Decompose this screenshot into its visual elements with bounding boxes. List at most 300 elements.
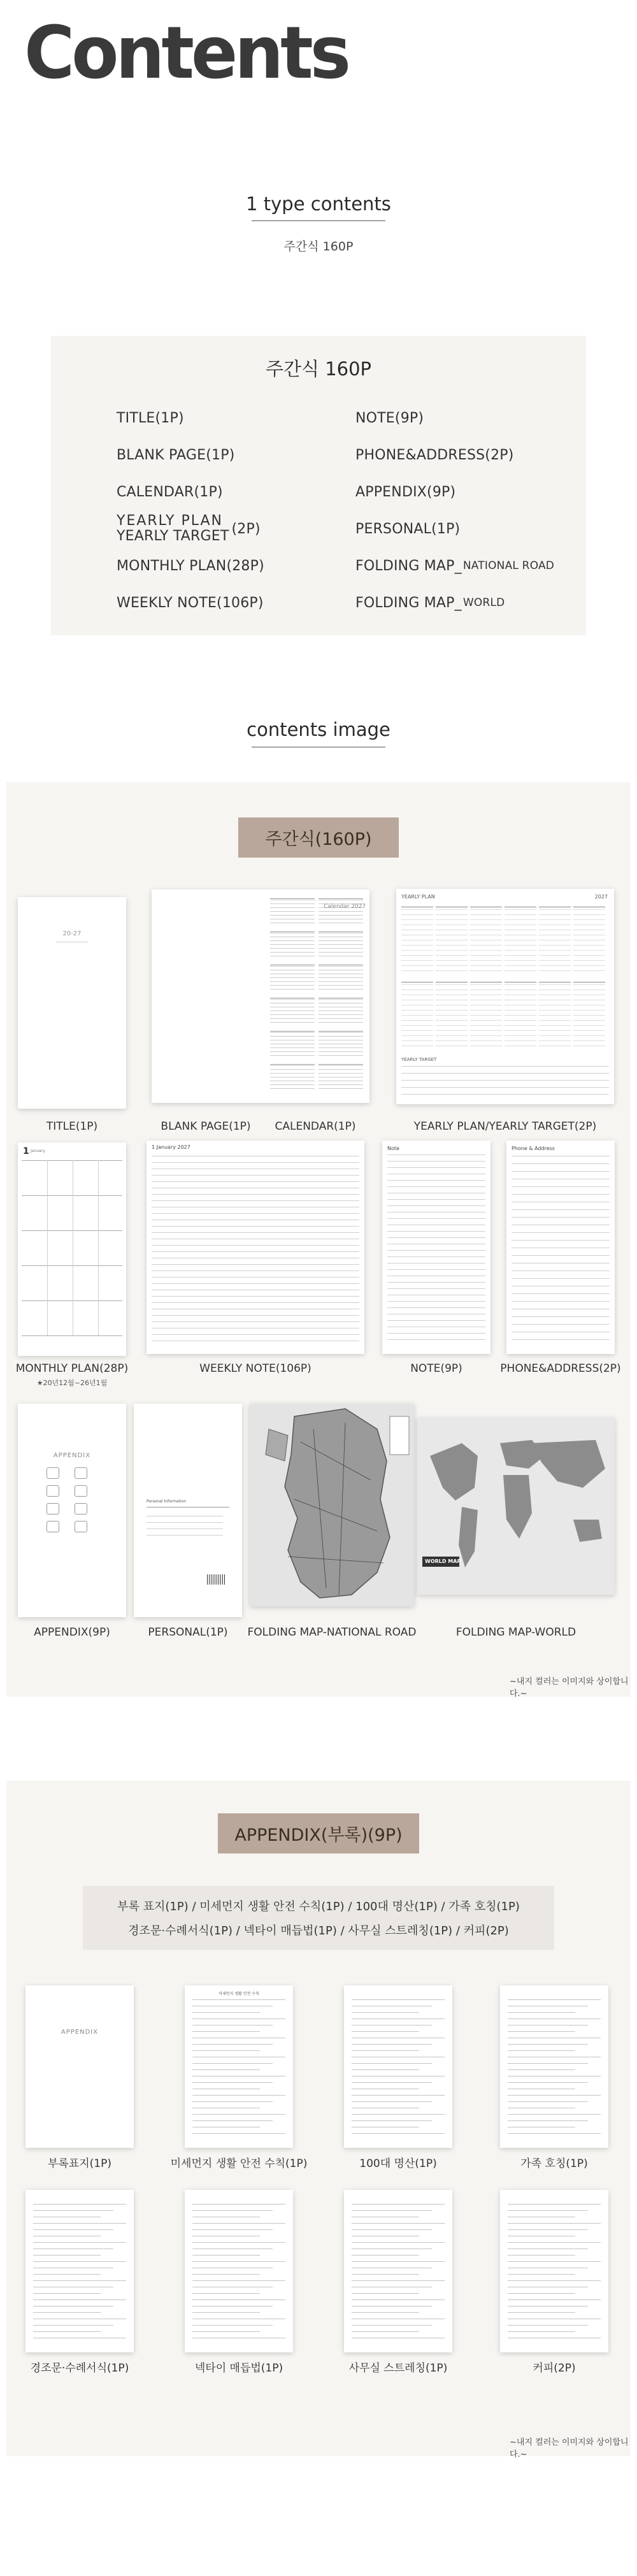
appendix-caption: 넥타이 매듭법(1P) bbox=[194, 2362, 283, 2375]
korea-map-icon bbox=[250, 1404, 414, 1606]
spec-item: APPENDIX(9P) bbox=[355, 484, 456, 500]
yearly-month-block bbox=[539, 907, 571, 975]
spec-item: MONTHLY PLAN(28P) bbox=[117, 558, 264, 574]
ruled-line bbox=[152, 1334, 359, 1335]
appendix-disclaimer: ~내지 컬러는 이미지와 상이합니다.~ bbox=[510, 2438, 629, 2459]
ruled-line bbox=[352, 2229, 432, 2230]
thumb-note bbox=[382, 1140, 490, 1354]
spec-map-main: FOLDING MAP_ bbox=[355, 594, 462, 611]
appendix-thumb bbox=[344, 2190, 452, 2352]
ruled-line bbox=[352, 2012, 419, 2013]
spec-item: BLANK PAGE(1P) bbox=[117, 447, 235, 463]
spec-item: WEEKLY NOTE(106P) bbox=[117, 594, 264, 611]
caption-appendix: APPENDIX(9P) bbox=[34, 1626, 110, 1639]
ruled-line bbox=[192, 2120, 273, 2121]
ruled-line bbox=[512, 1163, 610, 1164]
ruled-line bbox=[352, 2293, 419, 2294]
yearly-month-block bbox=[401, 982, 433, 1051]
ruled-line bbox=[152, 1264, 359, 1265]
grid-line bbox=[22, 1300, 122, 1301]
spec-item-yearly bbox=[117, 510, 264, 547]
ruled-line bbox=[387, 1256, 485, 1257]
ruled-line bbox=[192, 2063, 273, 2064]
calendar-month-block bbox=[318, 898, 363, 926]
ruled-line bbox=[512, 1194, 610, 1195]
ruled-line bbox=[352, 2120, 432, 2121]
gallery-disclaimer: ~내지 컬러는 이미지와 상이합니다.~ bbox=[510, 1677, 629, 1699]
ruled-line bbox=[512, 1171, 610, 1172]
yearly-month-block bbox=[436, 907, 468, 975]
spec-title: 주간식 160P bbox=[265, 358, 372, 380]
appendix-mini-icon bbox=[75, 1467, 87, 1479]
caption-phone: PHONE&ADDRESS(2P) bbox=[500, 1362, 621, 1375]
ruled-line bbox=[192, 2223, 285, 2224]
yearly-month-block bbox=[436, 982, 468, 1051]
type-section-rule bbox=[252, 220, 385, 221]
ruled-line bbox=[152, 1181, 359, 1182]
ruled-line bbox=[192, 2031, 260, 2032]
spec-item: TITLE(1P) bbox=[117, 410, 184, 426]
yearly-year: 2027 bbox=[594, 894, 608, 900]
ruled-line bbox=[192, 2095, 285, 2096]
ruled-line bbox=[387, 1333, 485, 1334]
yearly-grid bbox=[401, 907, 609, 1053]
yearly-target-lines bbox=[401, 1066, 609, 1101]
calendar-month-block bbox=[318, 1031, 363, 1059]
ruled-line bbox=[512, 1339, 610, 1340]
spec-map-small: NATIONAL ROAD bbox=[462, 559, 555, 572]
ruled-line bbox=[192, 2044, 273, 2045]
grid-line bbox=[22, 1160, 122, 1161]
ruled-line bbox=[352, 2210, 432, 2211]
phone-lines bbox=[512, 1156, 610, 1349]
thumb-map-road bbox=[250, 1404, 414, 1606]
spec-right-column bbox=[355, 399, 554, 621]
ruled-line bbox=[192, 2114, 285, 2115]
appendix-mini-icon bbox=[47, 1503, 59, 1515]
ruled-line bbox=[387, 1339, 485, 1340]
grid-line bbox=[98, 1160, 99, 1335]
appendix-thumb bbox=[185, 2190, 293, 2352]
ruled-line bbox=[508, 1999, 601, 2000]
ruled-line bbox=[33, 2331, 101, 2332]
ruled-line bbox=[387, 1320, 485, 1321]
spec-item: PERSONAL(1P) bbox=[355, 521, 461, 537]
ruled-line bbox=[192, 2312, 260, 2313]
appendix-mini-icon bbox=[47, 1521, 59, 1532]
ruled-line bbox=[387, 1237, 485, 1238]
yearly-month-block bbox=[573, 907, 605, 975]
spec-map-main: FOLDING MAP_ bbox=[355, 558, 462, 574]
appendix-badge: APPENDIX(부록)(9P) bbox=[218, 1813, 419, 1853]
ruled-line bbox=[192, 2293, 260, 2294]
ruled-line bbox=[352, 2242, 445, 2243]
appendix-desc-line2: 경조문·수례서식(1P) / 넥타이 매듭법(1P) / 사무실 스트레칭(1P) / 커피(2P) bbox=[128, 1924, 509, 1938]
ruled-line bbox=[152, 1315, 359, 1316]
grid-line bbox=[47, 1160, 48, 1335]
grid-line bbox=[22, 1230, 122, 1231]
ruled-line bbox=[192, 2025, 273, 2026]
caption-map-world: FOLDING MAP-WORLD bbox=[455, 1626, 576, 1639]
ruled-line bbox=[33, 2242, 126, 2243]
spec-item bbox=[355, 547, 554, 584]
ruled-line bbox=[387, 1180, 485, 1181]
thumb-title-year: 20-27 bbox=[62, 930, 82, 937]
thumb-map-world bbox=[417, 1418, 615, 1595]
ruled-line bbox=[508, 2114, 601, 2115]
grid-line bbox=[22, 1265, 122, 1266]
thumb-title bbox=[18, 897, 126, 1109]
ruled-line bbox=[512, 1301, 610, 1302]
ruled-line bbox=[508, 2120, 588, 2121]
thumb-blank-calendar bbox=[152, 889, 369, 1103]
thumb-monthly bbox=[18, 1142, 126, 1356]
ruled-line bbox=[512, 1240, 610, 1241]
appendix-mini-icon bbox=[75, 1521, 87, 1532]
ruled-line bbox=[401, 1066, 609, 1067]
calendar-grid bbox=[270, 898, 366, 1096]
spec-yearly-line2: YEARLY TARGET bbox=[117, 528, 229, 544]
ruled-line bbox=[352, 2114, 445, 2115]
ruled-line bbox=[192, 2325, 273, 2326]
caption-monthly-note: ★20년12월~26년1월 bbox=[36, 1379, 108, 1387]
type-section-subtitle: 주간식 160P bbox=[283, 240, 354, 254]
ruled-line bbox=[152, 1213, 359, 1214]
ruled-line bbox=[352, 2133, 445, 2134]
ruled-line bbox=[192, 2133, 285, 2134]
ruled-line bbox=[352, 2204, 445, 2205]
caption-personal: PERSONAL(1P) bbox=[148, 1626, 228, 1639]
personal-head: Personal Information bbox=[147, 1499, 187, 1504]
ruled-line bbox=[192, 2242, 285, 2243]
ruled-line bbox=[512, 1255, 610, 1256]
ruled-line bbox=[508, 2299, 601, 2300]
note-lines bbox=[387, 1155, 485, 1349]
ruled-line bbox=[387, 1205, 485, 1206]
ruled-line bbox=[192, 2331, 260, 2332]
ruled-line bbox=[192, 2204, 285, 2205]
ruled-line bbox=[387, 1186, 485, 1187]
ruled-line bbox=[508, 2082, 588, 2083]
ruled-line bbox=[352, 1999, 445, 2000]
weekly-lines bbox=[152, 1156, 359, 1347]
ruled-line bbox=[508, 2261, 601, 2262]
ruled-line bbox=[33, 2325, 113, 2326]
ruled-line bbox=[152, 1283, 359, 1284]
ruled-line bbox=[33, 2210, 113, 2211]
caption-map-road: FOLDING MAP-NATIONAL ROAD bbox=[247, 1626, 417, 1639]
ruled-line bbox=[33, 2223, 126, 2224]
ruled-line bbox=[387, 1199, 485, 1200]
ruled-line bbox=[352, 2255, 419, 2256]
world-map-label: WORLD MAP bbox=[425, 1558, 461, 1564]
ruled-line bbox=[387, 1269, 485, 1270]
ruled-line bbox=[512, 1186, 610, 1187]
caption-blank-page: BLANK PAGE(1P) bbox=[161, 1120, 251, 1133]
appendix-thumb bbox=[500, 1985, 608, 2148]
ruled-line bbox=[508, 2229, 588, 2230]
ruled-line bbox=[508, 2050, 575, 2051]
ruled-line bbox=[33, 2312, 101, 2313]
world-map-icon bbox=[417, 1418, 615, 1595]
ruled-line bbox=[192, 2210, 273, 2211]
ruled-line bbox=[352, 2299, 445, 2300]
ruled-line bbox=[508, 2242, 601, 2243]
ruled-line bbox=[352, 2069, 419, 2070]
appendix-cover-head: APPENDIX bbox=[61, 2029, 99, 2036]
ruled-line bbox=[192, 2229, 273, 2230]
ruled-line bbox=[508, 2223, 601, 2224]
yearly-month-block bbox=[505, 982, 536, 1051]
appendix-caption: 미세먼지 생활 안전 수칙(1P) bbox=[170, 2157, 308, 2170]
caption-note: NOTE(9P) bbox=[410, 1362, 462, 1375]
spec-yearly-suffix: (2P) bbox=[231, 521, 261, 537]
ruled-line bbox=[352, 2044, 432, 2045]
ruled-line bbox=[352, 2025, 432, 2026]
yearly-target-label: YEARLY TARGET bbox=[401, 1057, 437, 1062]
ruled-line bbox=[352, 2223, 445, 2224]
ruled-line bbox=[508, 2069, 575, 2070]
ruled-line bbox=[352, 2101, 432, 2102]
appendix-description bbox=[83, 1886, 554, 1950]
ruled-line bbox=[192, 2012, 260, 2013]
appendix-caption: 100대 명산(1P) bbox=[359, 2157, 437, 2170]
ruled-line bbox=[192, 2299, 285, 2300]
yearly-plan-label: YEARLY PLAN bbox=[401, 894, 435, 900]
ruled-line bbox=[152, 1251, 359, 1252]
thumb-personal bbox=[134, 1404, 242, 1617]
ruled-line bbox=[33, 2299, 126, 2300]
appendix-thumb bbox=[500, 2190, 608, 2352]
ruled-line bbox=[387, 1282, 485, 1283]
ruled-line bbox=[508, 2133, 601, 2134]
ruled-line bbox=[152, 1321, 359, 1322]
appendix-mini-icon bbox=[75, 1485, 87, 1497]
appendix-caption: 커피(2P) bbox=[533, 2362, 576, 2375]
ruled-line bbox=[387, 1161, 485, 1162]
calendar-month-block bbox=[270, 1064, 315, 1092]
ruled-line bbox=[508, 2255, 575, 2256]
ruled-line bbox=[512, 1270, 610, 1271]
yearly-month-block bbox=[505, 907, 536, 975]
ruled-line bbox=[152, 1232, 359, 1233]
ruled-line bbox=[192, 2082, 273, 2083]
ruled-line bbox=[33, 2204, 126, 2205]
calendar-month-block bbox=[318, 965, 363, 993]
caption-weekly: WEEKLY NOTE(106P) bbox=[199, 1362, 311, 1375]
ruled-line bbox=[33, 2280, 126, 2281]
ruled-line bbox=[33, 2255, 101, 2256]
ruled-line bbox=[508, 2274, 575, 2275]
appendix-thumb-head: APPENDIX bbox=[53, 1452, 91, 1459]
type-section-title: 1 type contents bbox=[246, 193, 391, 215]
appendix-thumb bbox=[25, 2190, 134, 2352]
ruled-line bbox=[192, 2101, 273, 2102]
ruled-line bbox=[387, 1231, 485, 1232]
ruled-line bbox=[152, 1175, 359, 1176]
spec-box bbox=[51, 336, 586, 635]
calendar-year: Calendar 2027 bbox=[324, 903, 366, 910]
ruled-line bbox=[352, 2050, 419, 2051]
caption-monthly: MONTHLY PLAN(28P) bbox=[15, 1362, 129, 1375]
spec-map-small: WORLD bbox=[462, 596, 505, 609]
ruled-line bbox=[192, 2069, 260, 2070]
ruled-line bbox=[352, 2018, 445, 2019]
ruled-line bbox=[192, 2255, 260, 2256]
ruled-line bbox=[387, 1301, 485, 1302]
ruled-line bbox=[152, 1245, 359, 1246]
ruled-line bbox=[192, 2274, 260, 2275]
ruled-line bbox=[512, 1316, 610, 1317]
calendar-month-block bbox=[270, 1031, 315, 1059]
monthly-grid bbox=[22, 1160, 122, 1351]
ruled-line bbox=[352, 2063, 432, 2064]
calendar-month-block bbox=[270, 998, 315, 1026]
ruled-line bbox=[508, 2018, 601, 2019]
ruled-line bbox=[387, 1218, 485, 1219]
appendix-caption: 사무실 스트레칭(1P) bbox=[348, 2362, 448, 2375]
appendix-thumb bbox=[185, 1985, 293, 2148]
ruled-line bbox=[401, 1073, 609, 1074]
ruled-line bbox=[508, 2063, 588, 2064]
ruled-line bbox=[401, 1080, 609, 1081]
appendix-dust-head: 미세먼지 생활 안전 수칙 bbox=[218, 1992, 259, 1996]
monthly-month: January bbox=[31, 1149, 45, 1153]
thumb-yearly bbox=[396, 889, 614, 1104]
spec-item bbox=[355, 584, 554, 621]
weekly-head: 1 January 2027 bbox=[152, 1144, 190, 1150]
caption-yearly: YEARLY PLAN/YEARLY TARGET(2P) bbox=[413, 1120, 597, 1133]
ruled-line bbox=[192, 2280, 285, 2281]
ruled-line bbox=[152, 1162, 359, 1163]
phone-head: Phone & Address bbox=[512, 1146, 555, 1151]
ruled-line bbox=[508, 2095, 601, 2096]
ruled-line bbox=[352, 2082, 432, 2083]
ruled-line bbox=[192, 2018, 285, 2019]
appendix-icon-grid bbox=[47, 1467, 97, 1537]
appendix-caption: 부록표지(1P) bbox=[47, 2157, 112, 2170]
ruled-line bbox=[508, 2031, 575, 2032]
note-head: Note bbox=[387, 1146, 399, 1151]
ruled-line bbox=[508, 2025, 588, 2026]
spec-left-column bbox=[117, 399, 264, 621]
appendix-thumb bbox=[25, 1985, 134, 2148]
appendix-caption: 경조문·수례서식(1P) bbox=[30, 2362, 129, 2375]
ruled-line bbox=[512, 1209, 610, 1210]
spec-item: PHONE&ADDRESS(2P) bbox=[355, 447, 514, 463]
ruled-line bbox=[33, 2229, 113, 2230]
ruled-line bbox=[508, 2210, 588, 2211]
ruled-line bbox=[152, 1194, 359, 1195]
ruled-line bbox=[512, 1232, 610, 1233]
calendar-month-block bbox=[270, 932, 315, 960]
ruled-line bbox=[33, 2261, 126, 2262]
ruled-line bbox=[508, 2293, 575, 2294]
ruled-line bbox=[33, 2274, 101, 2275]
calendar-month-block bbox=[270, 898, 315, 926]
ruled-line bbox=[352, 2325, 432, 2326]
spec-yearly-line1: YEARLY PLAN bbox=[117, 512, 223, 529]
grid-line bbox=[22, 1335, 122, 1336]
monthly-number: 1 bbox=[23, 1146, 29, 1156]
ruled-line bbox=[192, 1999, 285, 2000]
appendix-mini-icon bbox=[47, 1467, 59, 1479]
thumb-appendix bbox=[18, 1404, 126, 1617]
ruled-line bbox=[152, 1270, 359, 1271]
ruled-line bbox=[352, 2274, 419, 2275]
appendix-caption: 가족 호칭(1P) bbox=[520, 2157, 588, 2170]
calendar-month-block bbox=[318, 998, 363, 1026]
calendar-month-block bbox=[270, 965, 315, 993]
ruled-line bbox=[512, 1217, 610, 1218]
ruled-line bbox=[387, 1307, 485, 1308]
ruled-line bbox=[352, 2312, 419, 2313]
barcode-icon bbox=[207, 1574, 226, 1585]
ruled-line bbox=[352, 2261, 445, 2262]
ruled-line bbox=[352, 2095, 445, 2096]
appendix-thumb bbox=[344, 1985, 452, 2148]
yearly-month-block bbox=[470, 982, 502, 1051]
contents-image-title: contents image bbox=[247, 719, 390, 740]
grid-line bbox=[22, 1195, 122, 1196]
ruled-line bbox=[387, 1288, 485, 1289]
ruled-line bbox=[152, 1302, 359, 1303]
caption-calendar: CALENDAR(1P) bbox=[275, 1120, 356, 1133]
appendix-desc-line1: 부록 표지(1P) / 미세먼지 생활 안전 수칙(1P) / 100대 명산(1P) / 가족 호칭(1P) bbox=[117, 1900, 520, 1913]
page-headline: Contents bbox=[24, 11, 348, 96]
spec-item: CALENDAR(1P) bbox=[117, 484, 223, 500]
ruled-line bbox=[508, 2331, 575, 2332]
appendix-mini-icon bbox=[47, 1485, 59, 1497]
ruled-line bbox=[152, 1296, 359, 1297]
ruled-line bbox=[387, 1167, 485, 1168]
calendar-month-block bbox=[318, 932, 363, 960]
yearly-month-block bbox=[470, 907, 502, 975]
thumb-weekly bbox=[147, 1140, 364, 1354]
ruled-line bbox=[512, 1278, 610, 1279]
weekly-badge: 주간식(160P) bbox=[238, 817, 399, 858]
ruled-line bbox=[508, 2280, 601, 2281]
ruled-line bbox=[192, 2050, 260, 2051]
ruled-line bbox=[508, 2312, 575, 2313]
ruled-line bbox=[152, 1200, 359, 1201]
yearly-month-block bbox=[573, 982, 605, 1051]
calendar-month-block bbox=[318, 1064, 363, 1092]
ruled-line bbox=[352, 2331, 419, 2332]
ruled-line bbox=[508, 2101, 588, 2102]
ruled-line bbox=[508, 2325, 588, 2326]
ruled-line bbox=[401, 1087, 609, 1088]
ruled-line bbox=[33, 2293, 101, 2294]
ruled-line bbox=[512, 1324, 610, 1325]
ruled-line bbox=[508, 2012, 575, 2013]
ruled-line bbox=[192, 2261, 285, 2262]
yearly-month-block bbox=[401, 907, 433, 975]
ruled-line bbox=[352, 2280, 445, 2281]
yearly-month-block bbox=[539, 982, 571, 1051]
ruled-line bbox=[152, 1226, 359, 1227]
thumb-phone bbox=[506, 1140, 615, 1354]
ruled-line bbox=[508, 2204, 601, 2205]
ruled-line bbox=[352, 2031, 419, 2032]
ruled-line bbox=[387, 1250, 485, 1251]
ruled-line bbox=[508, 2044, 588, 2045]
ruled-line bbox=[512, 1293, 610, 1294]
caption-title: TITLE(1P) bbox=[46, 1120, 98, 1133]
spec-item: NOTE(9P) bbox=[355, 410, 424, 426]
appendix-mini-icon bbox=[75, 1503, 87, 1515]
ruled-line bbox=[401, 1094, 609, 1095]
